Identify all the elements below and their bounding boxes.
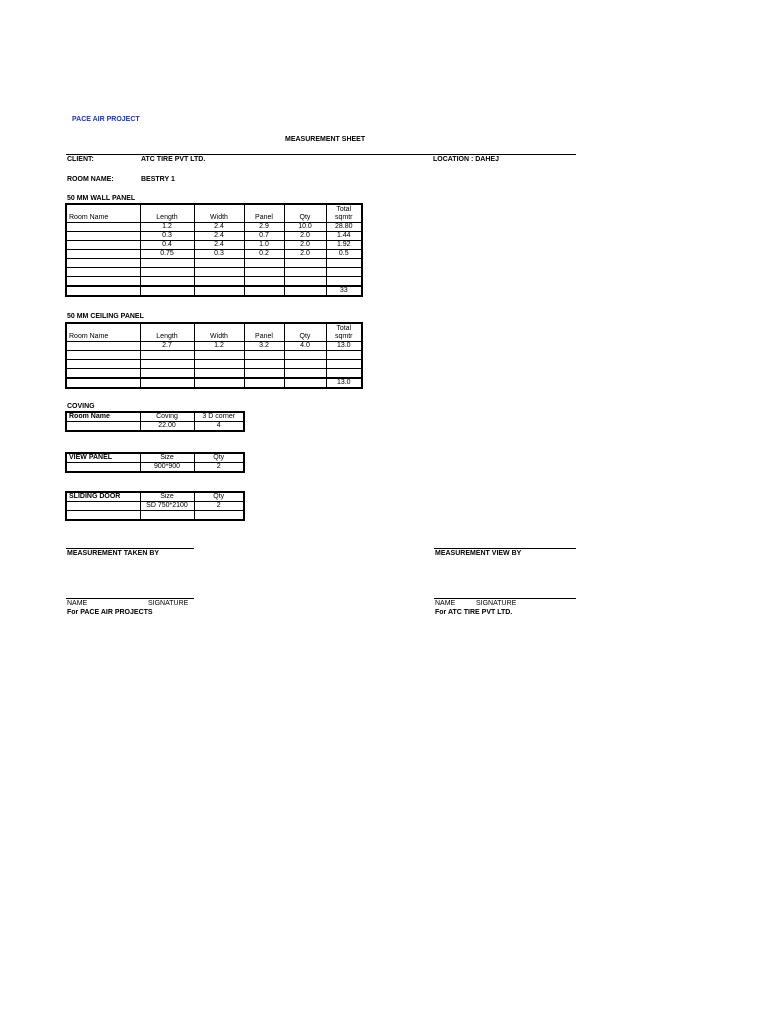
table-cell: 2.7: [140, 342, 194, 351]
table-cell: [66, 268, 140, 277]
view-by-sign-line: [434, 598, 576, 599]
sliding-door-qty: 2: [194, 502, 244, 511]
table-cell: [140, 277, 194, 287]
table-cell: [140, 268, 194, 277]
ceiling-panel-header-row: [66, 323, 362, 342]
table-row: [66, 342, 362, 351]
col-width: Width: [194, 204, 244, 223]
table-cell: [66, 369, 140, 379]
coving-header-row: [66, 412, 244, 422]
room-name-label: ROOM NAME:: [67, 176, 114, 183]
table-cell: 0.4: [140, 241, 194, 250]
table-cell: [194, 369, 244, 379]
header-divider: [66, 154, 576, 155]
taken-by-sign-line: [66, 598, 194, 599]
table-cell: 2.9: [244, 223, 284, 232]
table-cell: [66, 360, 140, 369]
taken-by-for-label: For PACE AIR PROJECTS: [67, 609, 153, 616]
wall-panel-title: 50 MM WALL PANEL: [67, 195, 136, 202]
table-cell: 0.2: [244, 250, 284, 259]
table-cell: [66, 232, 140, 241]
table-cell: 28.80: [326, 223, 362, 232]
col-qty: Qty: [194, 492, 244, 502]
table-cell: [66, 250, 140, 259]
table-cell: 1.44: [326, 232, 362, 241]
table-cell: 13.0: [326, 342, 362, 351]
table-cell: [194, 268, 244, 277]
table-cell: [244, 259, 284, 268]
table-cell: [326, 277, 362, 287]
col-total-sqmtr: Total sqmtr: [326, 204, 362, 223]
table-row: [66, 351, 362, 360]
table-cell: [140, 360, 194, 369]
coving-value: 22.00: [140, 422, 194, 432]
table-cell: [140, 259, 194, 268]
table-cell: 0.5: [326, 250, 362, 259]
taken-by-name-label: NAME: [67, 600, 88, 607]
wall-panel-header-row: [66, 204, 362, 223]
client-value: ATC TIRE PVT LTD.: [141, 156, 206, 163]
table-row: [66, 277, 362, 287]
sliding-door-table: [65, 491, 245, 521]
col-panel: Panel: [244, 323, 284, 342]
view-by-for-label: For ATC TIRE PVT LTD.: [435, 609, 513, 616]
table-cell: [66, 277, 140, 287]
table-cell: 2.4: [194, 241, 244, 250]
table-cell: 2.0: [284, 241, 326, 250]
table-cell: [326, 369, 362, 379]
sliding-door-header-row: [66, 492, 244, 502]
sliding-door-empty-row: [66, 511, 244, 521]
table-cell: [284, 351, 326, 360]
table-cell: 0.3: [140, 232, 194, 241]
table-cell: [326, 259, 362, 268]
corner-value: 4: [194, 422, 244, 432]
table-cell: [194, 259, 244, 268]
table-cell: [66, 351, 140, 360]
col-room-name: Room Name: [66, 204, 140, 223]
table-cell: 1.0: [244, 241, 284, 250]
table-cell: [66, 259, 140, 268]
coving-table: [65, 411, 245, 432]
table-cell: [244, 351, 284, 360]
table-row: [66, 223, 362, 232]
table-cell: [244, 268, 284, 277]
location: LOCATION : DAHEJ: [433, 156, 499, 163]
table-cell: [194, 360, 244, 369]
table-row: [66, 232, 362, 241]
table-row: [66, 360, 362, 369]
table-cell: 2.4: [194, 223, 244, 232]
wall-panel-total-row: [66, 286, 362, 296]
table-row: [66, 259, 362, 268]
table-cell: [244, 369, 284, 379]
table-cell: [194, 277, 244, 287]
col-length: Length: [140, 204, 194, 223]
col-3d-corner: 3 D corner: [194, 412, 244, 422]
col-qty: Qty: [284, 204, 326, 223]
view-panel-size: 900*900: [140, 463, 194, 473]
col-size: Size: [140, 453, 194, 463]
table-cell: [244, 277, 284, 287]
view-by-name-label: NAME: [435, 600, 456, 607]
company-name: PACE AIR PROJECT: [72, 116, 140, 123]
wall-panel-total: 33: [326, 286, 362, 296]
table-cell: 1.92: [326, 241, 362, 250]
sliding-door-label: SLIDING DOOR: [66, 492, 140, 502]
taken-by-heading: MEASUREMENT TAKEN BY: [67, 550, 160, 557]
table-cell: [66, 342, 140, 351]
table-cell: 2.4: [194, 232, 244, 241]
col-panel: Panel: [244, 204, 284, 223]
table-cell: 10.0: [284, 223, 326, 232]
table-cell: 4.0: [284, 342, 326, 351]
view-by-line: [434, 548, 576, 549]
view-panel-table: [65, 452, 245, 473]
table-cell: 1.2: [140, 223, 194, 232]
col-length: Length: [140, 323, 194, 342]
coving-title: COVING: [67, 403, 95, 410]
table-cell: [284, 268, 326, 277]
table-cell: [66, 223, 140, 232]
table-cell: [326, 268, 362, 277]
table-cell: 0.3: [194, 250, 244, 259]
table-cell: 3.2: [244, 342, 284, 351]
room-name-value: BESTRY 1: [141, 176, 175, 183]
col-room-name: Room Name: [66, 412, 140, 422]
col-width: Width: [194, 323, 244, 342]
col-coving: Coving: [140, 412, 194, 422]
table-cell: [284, 277, 326, 287]
view-by-heading: MEASUREMENT VIEW BY: [435, 550, 522, 557]
table-cell: 2.0: [284, 250, 326, 259]
view-panel-qty: 2: [194, 463, 244, 473]
taken-by-signature-label: SIGNATURE: [148, 600, 189, 607]
ceiling-panel-table: [65, 322, 363, 389]
table-cell: [140, 351, 194, 360]
table-row: [66, 241, 362, 250]
table-cell: 0.75: [140, 250, 194, 259]
table-cell: [326, 351, 362, 360]
sheet-title: MEASUREMENT SHEET: [285, 136, 366, 143]
client-label: CLIENT:: [67, 156, 94, 163]
table-row: [66, 369, 362, 379]
table-cell: [140, 369, 194, 379]
table-cell: 0.7: [244, 232, 284, 241]
col-qty: Qty: [284, 323, 326, 342]
col-total-sqmtr: Total sqmtr: [326, 323, 362, 342]
table-cell: [194, 351, 244, 360]
table-row: [66, 250, 362, 259]
view-panel-header-row: [66, 453, 244, 463]
ceiling-panel-total-row: [66, 378, 362, 388]
wall-panel-table: [65, 203, 363, 297]
ceiling-panel-title: 50 MM CEILING PANEL: [67, 313, 144, 320]
table-cell: [326, 360, 362, 369]
sliding-door-size: SD 750*2100: [140, 502, 194, 511]
table-cell: [244, 360, 284, 369]
view-by-signature-label: SIGNATURE: [476, 600, 517, 607]
table-cell: 2.0: [284, 232, 326, 241]
col-qty: Qty: [194, 453, 244, 463]
ceiling-panel-total: 13.0: [326, 378, 362, 388]
table-cell: [66, 241, 140, 250]
view-panel-row: [66, 463, 244, 473]
taken-by-line: [66, 548, 194, 549]
col-room-name: Room Name: [66, 323, 140, 342]
table-cell: [284, 369, 326, 379]
col-size: Size: [140, 492, 194, 502]
table-row: [66, 268, 362, 277]
table-cell: [284, 360, 326, 369]
table-cell: 1.2: [194, 342, 244, 351]
table-cell: [284, 259, 326, 268]
coving-row: [66, 422, 244, 432]
view-panel-label: VIEW PANEL: [66, 453, 140, 463]
sliding-door-row: [66, 502, 244, 511]
